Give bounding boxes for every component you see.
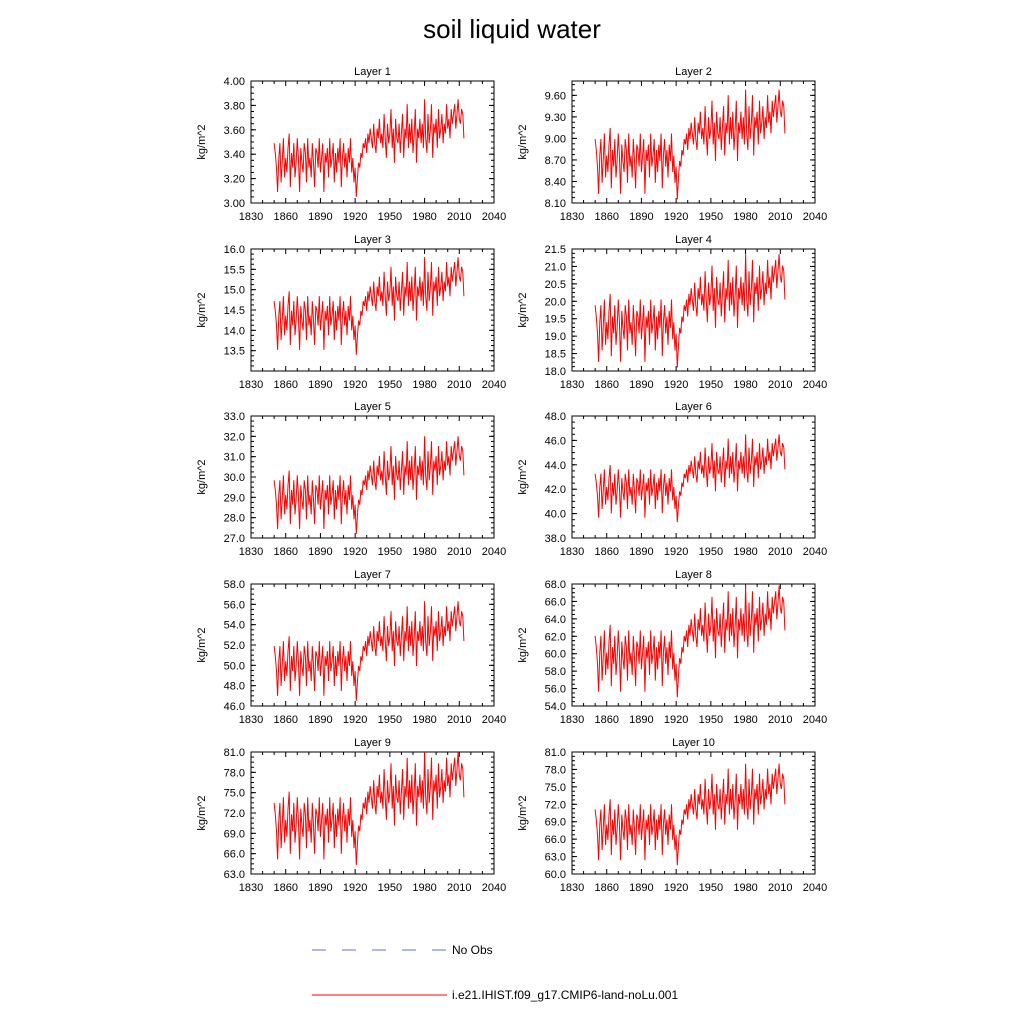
y-axis-label: kg/m^2 [196,459,208,495]
series-line [595,254,785,367]
x-tick-label: 2040 [802,714,828,726]
x-tick-label: 1890 [629,546,654,558]
panel-title: Layer 2 [675,66,712,78]
y-tick-label: 13.5 [223,345,245,358]
legend [312,943,678,1002]
y-tick-label: 66.0 [544,834,566,847]
x-tick-label: 1980 [733,211,758,223]
x-tick-label: 1980 [733,546,758,558]
panel-title: Layer 1 [354,66,391,78]
x-tick-label: 1980 [733,379,758,391]
x-tick-label: 1890 [629,379,654,391]
x-tick-label: 1920 [663,379,689,391]
x-tick-label: 1830 [559,546,585,558]
y-tick-label: 81.0 [223,747,245,759]
panel-title: Layer 10 [672,737,715,749]
y-tick-label: 48.0 [223,680,245,693]
panel-layer-8 [517,569,827,726]
y-axis-label: kg/m^2 [517,795,529,831]
x-tick-label: 2040 [481,211,507,223]
x-tick-label: 1830 [559,882,585,894]
y-tick-label: 44.0 [544,459,566,472]
y-tick-label: 3.00 [223,198,245,210]
x-tick-label: 1860 [594,211,619,223]
y-tick-label: 8.70 [544,154,566,167]
y-tick-label: 81.0 [544,747,566,759]
x-tick-label: 1890 [308,882,333,894]
x-tick-label: 1860 [273,379,298,391]
y-tick-label: 72.0 [544,799,566,812]
x-tick-label: 1950 [698,546,724,558]
x-tick-label: 1950 [698,211,724,223]
x-tick-label: 1860 [594,379,619,391]
y-tick-label: 18.0 [544,366,566,378]
x-tick-label: 1860 [594,714,619,726]
y-tick-label: 69.0 [544,816,566,829]
y-tick-label: 3.40 [223,149,245,162]
x-tick-label: 1860 [273,882,298,894]
y-tick-label: 69.0 [223,828,245,841]
y-tick-label: 33.0 [223,411,245,423]
y-tick-label: 66.0 [223,848,245,861]
x-tick-label: 2040 [481,546,507,558]
y-axis-label: kg/m^2 [196,795,208,831]
legend-model-label: i.e21.IHIST.f09_g17.CMIP6-land-noLu.001 [452,988,679,1002]
y-tick-label: 72.0 [223,808,245,820]
y-axis-label: kg/m^2 [196,124,208,160]
panel-title: Layer 4 [675,234,712,246]
x-tick-label: 1950 [377,379,403,391]
y-tick-label: 18.5 [544,348,566,361]
x-tick-label: 1830 [559,379,585,391]
x-tick-label: 1920 [663,882,689,894]
y-tick-label: 32.0 [223,431,245,444]
x-tick-label: 2010 [447,714,472,726]
x-tick-label: 1920 [663,546,689,558]
x-tick-label: 1830 [238,882,264,894]
y-tick-label: 19.5 [544,313,566,326]
x-tick-label: 2040 [802,546,828,558]
x-tick-label: 1920 [342,379,368,391]
x-tick-label: 1980 [733,714,758,726]
y-tick-label: 42.0 [544,484,566,497]
y-tick-label: 19.0 [544,331,566,344]
y-axis-label: kg/m^2 [517,124,529,160]
x-tick-label: 2040 [481,882,507,894]
x-tick-label: 1830 [238,211,264,223]
x-tick-label: 2010 [768,714,793,726]
y-tick-label: 29.0 [223,492,245,505]
y-tick-label: 48.0 [544,411,566,423]
x-tick-label: 2010 [768,211,793,223]
x-tick-label: 1890 [308,379,333,391]
panel-title: Layer 9 [354,737,391,749]
y-tick-label: 63.0 [223,869,245,881]
y-tick-label: 3.20 [223,173,245,186]
y-tick-label: 75.0 [223,787,245,800]
series-line [595,434,785,522]
x-tick-label: 1890 [629,882,654,894]
panel-layer-10 [517,737,827,894]
y-tick-label: 60.0 [544,648,566,661]
panel-layer-7 [196,569,506,726]
panel-title: Layer 5 [354,401,391,413]
x-tick-label: 1980 [412,211,437,223]
x-tick-label: 2040 [802,882,828,894]
x-tick-label: 1890 [308,546,333,558]
y-tick-label: 3.80 [223,100,245,113]
y-tick-label: 14.5 [223,305,245,317]
x-tick-label: 2010 [768,379,793,391]
x-tick-label: 1950 [377,211,403,223]
x-tick-label: 1860 [273,546,298,558]
panel-title: Layer 8 [675,569,712,581]
y-tick-label: 28.0 [223,512,245,525]
series-line [274,752,464,865]
y-tick-label: 9.30 [544,111,566,124]
x-tick-label: 1980 [412,714,437,726]
x-tick-label: 1980 [733,882,758,894]
panel-layer-6 [517,401,827,558]
y-tick-label: 68.0 [544,579,566,591]
y-axis-label: kg/m^2 [517,292,529,328]
panel-title: Layer 7 [354,569,391,581]
x-tick-label: 1980 [412,546,437,558]
y-tick-label: 64.0 [544,613,566,626]
x-tick-label: 1920 [342,882,368,894]
x-tick-label: 1890 [629,714,654,726]
y-tick-label: 14.0 [223,325,245,338]
y-tick-label: 54.0 [544,701,566,713]
y-tick-label: 31.0 [223,451,245,464]
x-tick-label: 2040 [481,714,507,726]
y-tick-label: 20.5 [544,278,566,291]
y-tick-label: 40.0 [544,508,566,521]
x-tick-label: 1890 [308,211,333,223]
y-tick-label: 9.00 [544,133,566,146]
y-axis-label: kg/m^2 [196,627,208,663]
x-tick-label: 1980 [412,379,437,391]
y-tick-label: 27.0 [223,533,245,545]
y-tick-label: 63.0 [544,851,566,864]
x-tick-label: 1830 [559,211,585,223]
x-tick-label: 1830 [238,546,264,558]
x-tick-label: 2040 [802,379,828,391]
legend-no-obs-label: No Obs [452,943,493,957]
x-tick-label: 1980 [412,882,437,894]
x-tick-label: 1860 [273,211,298,223]
series-line [595,764,785,866]
panel-layer-4 [517,234,827,391]
x-tick-label: 1950 [377,882,403,894]
y-tick-label: 21.0 [544,261,566,274]
y-tick-label: 8.10 [544,198,566,210]
series-line [274,436,464,534]
x-tick-label: 2040 [802,211,828,223]
y-axis-label: kg/m^2 [196,292,208,328]
y-tick-label: 38.0 [544,533,566,545]
x-tick-label: 1890 [308,714,333,726]
x-tick-label: 2010 [447,546,472,558]
y-tick-label: 3.60 [223,124,245,137]
x-tick-label: 1950 [698,714,724,726]
panel-title: Layer 6 [675,401,712,413]
y-tick-label: 78.0 [544,764,566,777]
y-tick-label: 60.0 [544,869,566,881]
x-tick-label: 2010 [447,211,472,223]
y-tick-label: 9.60 [544,90,566,103]
y-tick-label: 56.0 [544,683,566,696]
y-tick-label: 16.0 [223,244,245,256]
y-tick-label: 50.0 [223,660,245,673]
x-tick-label: 1920 [342,546,368,558]
x-tick-label: 2010 [447,379,472,391]
panel-layer-2 [517,66,827,223]
y-tick-label: 56.0 [223,599,245,612]
panel-layer-5 [196,401,506,558]
y-tick-label: 52.0 [223,640,245,652]
y-tick-label: 78.0 [223,767,245,780]
y-tick-label: 54.0 [223,619,245,632]
x-tick-label: 1830 [559,714,585,726]
y-axis-label: kg/m^2 [517,459,529,495]
panel-layer-3 [196,234,506,391]
y-tick-label: 58.0 [544,666,566,679]
x-tick-label: 1950 [698,882,724,894]
x-tick-label: 1950 [377,714,403,726]
x-tick-label: 1890 [629,211,654,223]
x-tick-label: 1950 [698,379,724,391]
y-tick-label: 15.0 [223,284,245,297]
series-line [274,257,464,355]
panel-layer-1 [196,66,506,223]
y-tick-label: 4.00 [223,76,245,88]
panel-title: Layer 3 [354,234,391,246]
y-tick-label: 30.0 [223,472,245,484]
series-line [274,99,464,197]
x-tick-label: 1920 [663,211,689,223]
y-tick-label: 46.0 [223,701,245,713]
y-tick-label: 8.40 [544,176,566,189]
chart-title: soil liquid water [423,14,601,44]
x-tick-label: 1860 [594,882,619,894]
x-tick-label: 1830 [238,714,264,726]
panel-layer-9 [196,737,506,894]
x-tick-label: 1860 [594,546,619,558]
y-axis-label: kg/m^2 [517,627,529,663]
y-tick-label: 15.5 [223,264,245,277]
x-tick-label: 2010 [768,546,793,558]
series-line [274,601,464,701]
series-line [595,586,785,698]
x-tick-label: 2010 [447,882,472,894]
x-tick-label: 1920 [663,714,689,726]
x-tick-label: 1830 [238,379,264,391]
y-tick-label: 62.0 [544,631,566,644]
y-tick-label: 20.0 [544,296,566,309]
x-tick-label: 2010 [768,882,793,894]
y-tick-label: 21.5 [544,244,566,256]
y-tick-label: 66.0 [544,596,566,609]
x-tick-label: 1920 [342,714,368,726]
y-tick-label: 46.0 [544,435,566,448]
x-tick-label: 1920 [342,211,368,223]
y-tick-label: 75.0 [544,781,566,794]
x-tick-label: 2040 [481,379,507,391]
y-tick-label: 58.0 [223,579,245,591]
x-tick-label: 1950 [377,546,403,558]
series-line [595,90,785,200]
x-tick-label: 1860 [273,714,298,726]
